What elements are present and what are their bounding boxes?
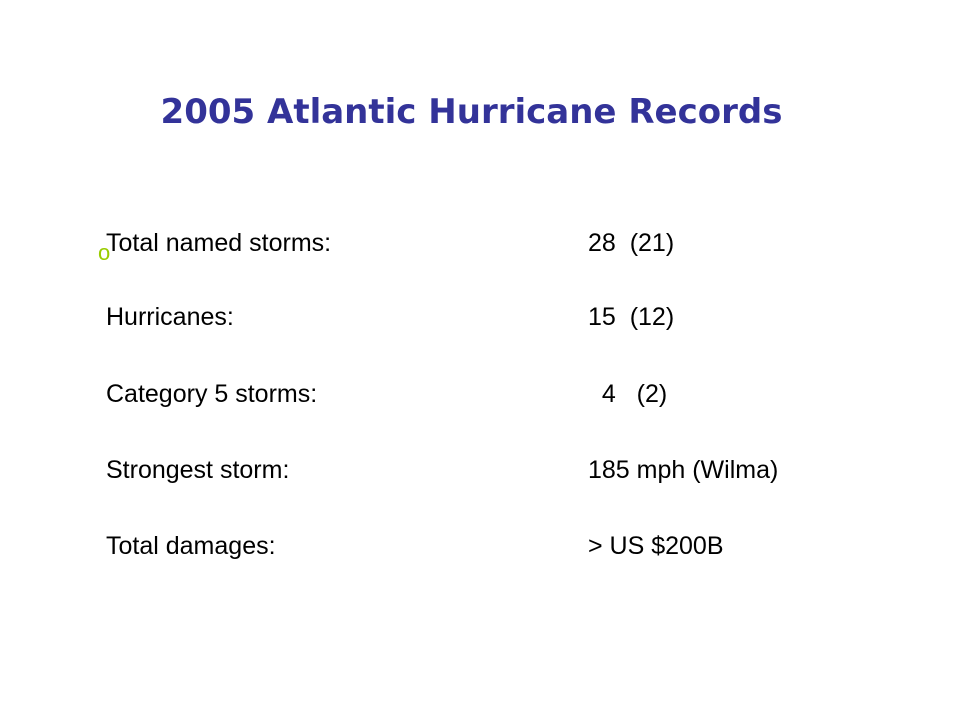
- record-label: Strongest storm:: [106, 456, 290, 484]
- record-label: Category 5 storms:: [106, 380, 318, 408]
- slide-title: 2005 Atlantic Hurricane Records: [160, 92, 783, 132]
- record-value: > US $200B: [588, 532, 724, 560]
- record-value: 28 (21): [588, 229, 675, 257]
- record-value: 185 mph (Wilma): [588, 456, 779, 484]
- record-label: Total named storms:: [106, 229, 332, 257]
- record-label: Hurricanes:: [106, 303, 234, 331]
- bullet-icon: o: [98, 240, 111, 265]
- record-value: 15 (12): [588, 303, 675, 331]
- record-value: 4 (2): [588, 380, 668, 408]
- record-label: Total damages:: [106, 532, 276, 560]
